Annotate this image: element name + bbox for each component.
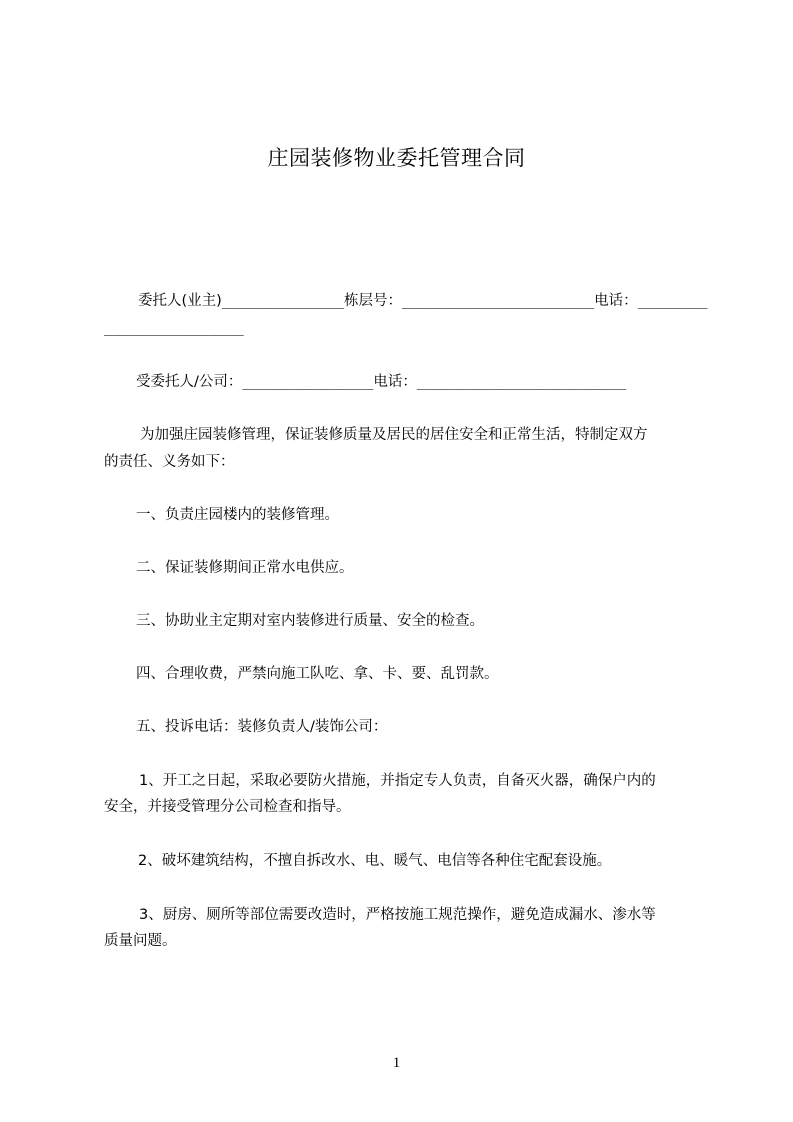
- client-phone-blank-continued: ________________: [104, 320, 244, 336]
- client-info-line: [138, 291, 707, 311]
- agent-label: 受委托人/公司：: [136, 374, 243, 390]
- clause-3-line-2: 质量问题。: [104, 933, 177, 949]
- document-title: 庄园装修物业委托管理合同: [267, 146, 526, 170]
- intro-paragraph-line-1: 为加强庄园装修管理，保证装修质量及居民的居住安全和正常生活，特制定双方: [140, 427, 648, 443]
- building-floor-label: 栋层号：: [344, 293, 403, 309]
- item-5: 五、投诉电话：装修负责人/装饰公司：: [136, 719, 388, 735]
- agent-phone-label: 电话：: [373, 374, 417, 390]
- client-label: 委托人(业主): [138, 293, 222, 309]
- client-phone-label: 电话：: [594, 293, 638, 309]
- clause-3-line-1: 3、厨房、厕所等部位需要改造时，严格按施工规范操作，避免造成漏水、渗水等: [139, 907, 656, 923]
- item-3: 三、协助业主定期对室内装修进行质量、安全的检查。: [136, 613, 484, 629]
- client-name-blank: ______________: [221, 293, 345, 309]
- client-phone-blank: ________: [637, 293, 708, 309]
- clause-1-line-1: 1、开工之日起，采取必要防火措施，并指定专人负责，自备灭火器，确保户内的: [139, 773, 656, 789]
- agent-phone-blank: ________________________: [416, 374, 627, 390]
- item-4: 四、合理收费，严禁向施工队吃、拿、卡、要、乱罚款。: [136, 666, 499, 682]
- building-floor-blank: ______________________: [402, 293, 595, 309]
- intro-paragraph-line-2: 的责任、义务如下：: [104, 454, 235, 470]
- client-phone-blank-continued-line: [104, 318, 244, 338]
- page-number: 1: [392, 1055, 401, 1071]
- clause-1-line-2: 安全，并接受管理分公司检查和指导。: [104, 799, 351, 815]
- agent-info-line: [136, 372, 626, 392]
- item-1: 一、负责庄园楼内的装修管理。: [136, 507, 339, 523]
- item-2: 二、保证装修期间正常水电供应。: [136, 560, 354, 576]
- agent-name-blank: _______________: [242, 374, 374, 390]
- clause-2: 2、破坏建筑结构，不擅自拆改水、电、暖气、电信等各种住宅配套设施。: [138, 853, 612, 869]
